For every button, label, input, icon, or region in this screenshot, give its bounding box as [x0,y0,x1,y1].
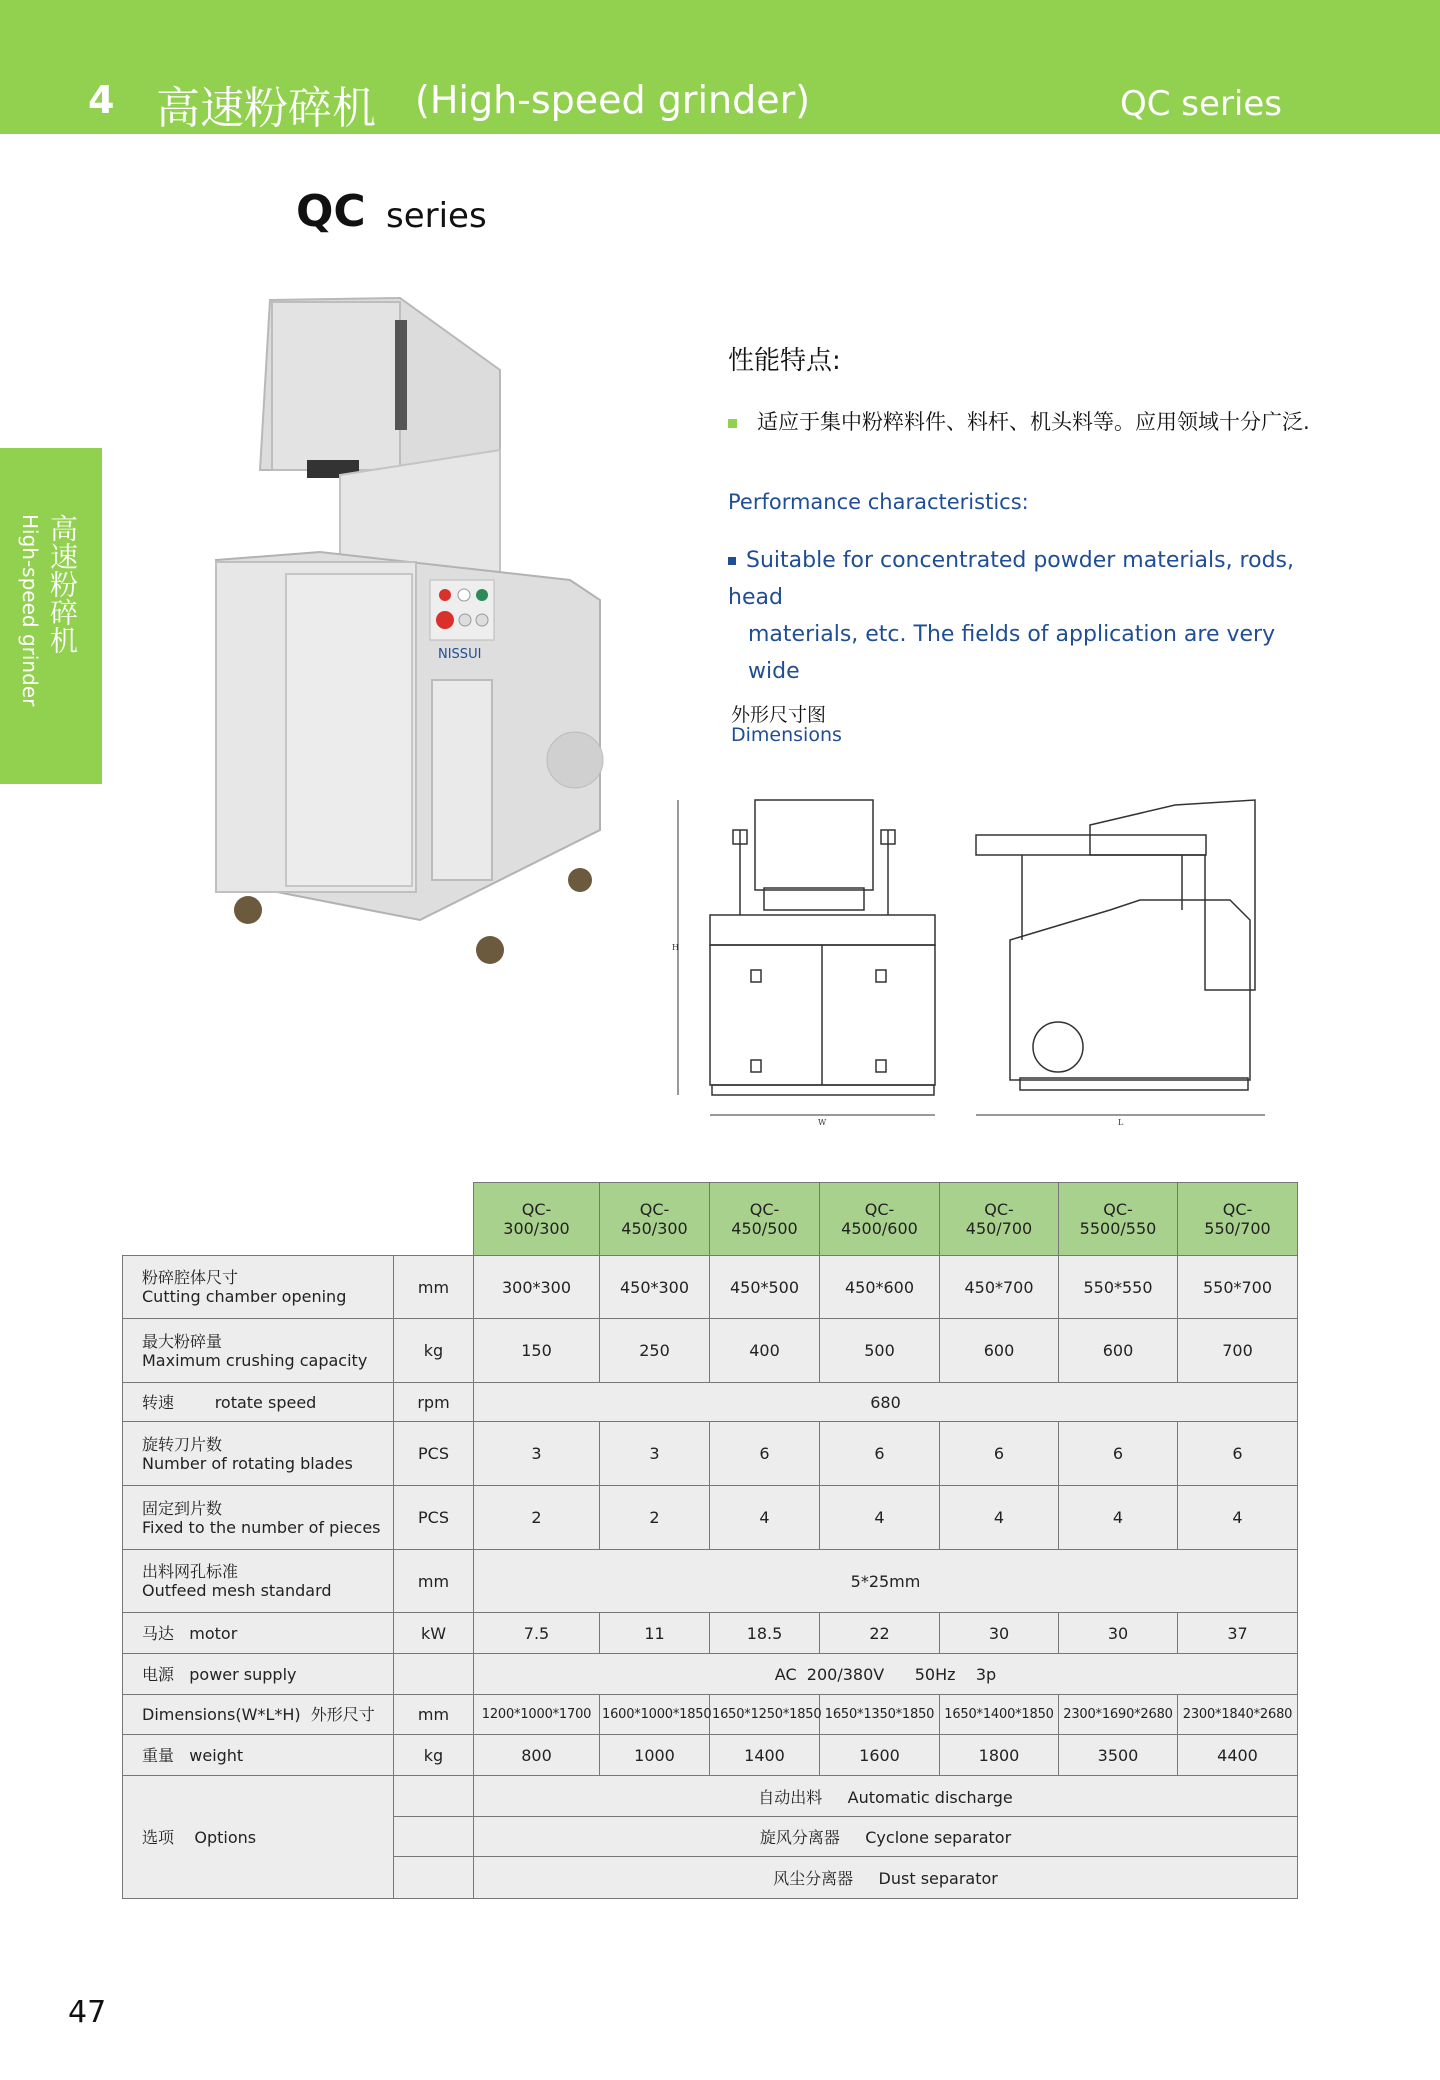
model-col-6: QC- 5500/550 [1059,1183,1178,1256]
page-number: 47 [68,1995,107,2030]
model-col-3: QC- 450/500 [710,1183,820,1256]
dim-label-l: L [1118,1118,1124,1127]
row-chamber: 粉碎腔体尺寸 Cutting chamber opening mm 300*300 450*300 450*500 450*600 450*700 550*550 550*700 [123,1256,1298,1319]
bullet-icon [728,557,736,565]
dimension-drawing [670,790,1270,1140]
section-title-zh: 高速粉碎机 [156,83,376,134]
brand-label: NISSUI [438,647,482,662]
row-fixed-blades: 固定到片数 Fixed to the number of pieces PCS 2 2 4 4 4 4 4 [123,1486,1298,1550]
front-view [672,800,935,1127]
dimensions-zh: 外形尺寸图 [731,704,827,726]
features-zh-item [728,406,1310,436]
side-tab [0,448,102,784]
row-options-2: 旋风分离器 Cyclone separator [123,1817,1298,1857]
dimensions-en: Dimensions [731,724,842,746]
row-capacity: 最大粉碎量 Maximum crushing capacity kg 150 250 400 500 600 600 700 [123,1319,1298,1383]
model-title: QC [296,186,366,237]
header-bar [0,0,1440,134]
model-col-7: QC- 550/700 [1178,1183,1298,1256]
model-col-1: QC- 300/300 [474,1183,600,1256]
model-subtitle: series [386,196,487,236]
model-col-2: QC- 450/300 [600,1183,710,1256]
features-en-line2: materials, etc. The fields of application are very wide [748,622,1276,684]
row-motor: 马达 motor kW 7.5 11 18.5 22 30 30 37 [123,1613,1298,1654]
row-weight: 重量 weight kg 800 1000 1400 1600 1800 3500 4400 [123,1735,1298,1776]
features-en-title: Performance characteristics: [728,490,1029,514]
model-col-5: QC- 450/700 [940,1183,1059,1256]
section-title-en: (High-speed grinder) [415,78,811,122]
dim-label-w: W [818,1118,827,1127]
product-image [200,290,620,980]
model-col-4: QC- 4500/600 [820,1183,940,1256]
row-options-3: 风尘分离器 Dust separator [123,1857,1298,1899]
bullet-icon [728,419,737,428]
header-series: QC series [1120,84,1282,124]
row-dimensions: Dimensions(W*L*H) 外形尺寸 mm 1200*1000*1700 1600*1000*1850 1650*1250*1850 1650*1350*1850 1650*1400*1850 2300*1690*2680 2300*1840*2680 [123,1695,1298,1735]
features-en-item [728,542,1328,690]
side-tab-en: High-speed grinder [18,514,42,707]
side-view [976,800,1265,1127]
features-zh-title: 性能特点: [728,346,841,376]
dim-label-h: H [672,943,679,952]
row-rotating-blades: 旋转刀片数 Number of rotating blades PCS 3 3 6 6 6 6 6 [123,1422,1298,1486]
row-mesh: 出料网孔标准 Outfeed mesh standard mm 5*25mm [123,1550,1298,1613]
spec-table [122,1182,1298,1899]
row-speed: 转速 rotate speed rpm 680 [123,1383,1298,1422]
table-header-row [123,1183,1298,1256]
section-number: 4 [88,78,115,122]
features-zh-text: 适应于集中粉粹料件、料杆、机头料等。应用领域十分广泛. [757,410,1310,434]
features-en-line1: Suitable for concentrated powder materials, rods, head [728,548,1294,610]
row-options-1: 选项 Options 自动出料 Automatic discharge [123,1776,1298,1817]
row-power: 电源 power supply AC 200/380V 50Hz 3p [123,1654,1298,1695]
side-tab-zh: 高速粉碎机 [46,514,79,654]
